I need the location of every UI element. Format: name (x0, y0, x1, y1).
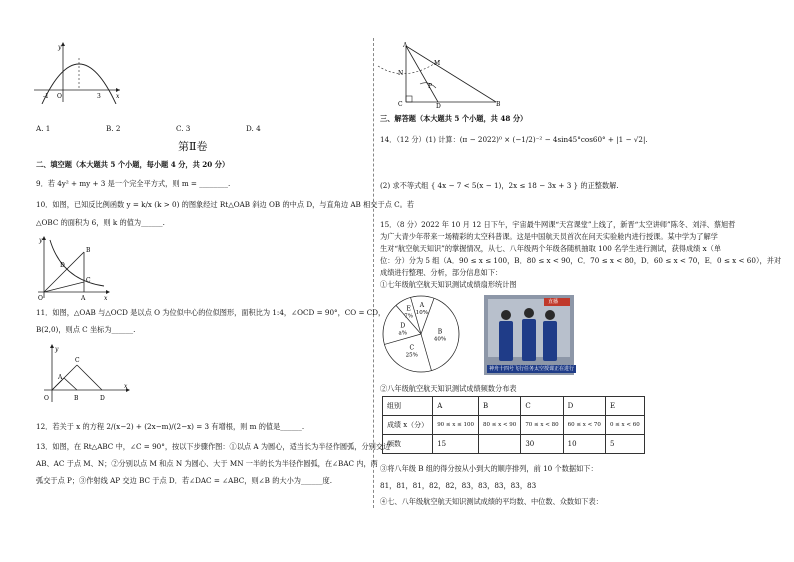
figure1-caption: ①七年级航空航天知识测试成绩扇形统计图 (380, 280, 517, 289)
graph2-o: O (38, 295, 43, 302)
question-15-line2: 为广大青少年带来一场精彩的太空科普课。这是中国航天员首次在问天实验舱内进行授课。某中学为了解学 (380, 232, 718, 241)
pie-slice-percent: a% (398, 330, 408, 337)
question-15-line3: 生对“航空航天知识”的掌握情况，从七、八年级两个年级各随机抽取 100 名学生进行测试，获得成绩 x（单 (380, 244, 722, 253)
graph3-b: B (74, 395, 79, 402)
axis-label-y: y (58, 44, 62, 51)
table-cell: C (521, 397, 563, 416)
origin-label: O (57, 93, 62, 100)
table-cell: 频数 (383, 435, 433, 454)
pie-slice-percent: 10% (415, 310, 429, 317)
graph2-y: y (39, 237, 43, 244)
axis-label-x: x (116, 93, 120, 100)
graph3-x: x (124, 383, 128, 390)
table-cell: 60 ≤ x < 70 (563, 416, 605, 435)
hyperbola-graph (36, 236, 112, 302)
option-c: C. 3 (176, 124, 191, 133)
question-13-line2: AB、AC 于点 M、N；②分别以点 M 和点 N 为圆心、大于 MN 一半的长为半径作圆弧，在∠BAC 内，两 (36, 459, 378, 468)
photo-live-badge: 直播 (548, 299, 559, 305)
pie-slice-percent: 40% (433, 336, 447, 343)
graph2-b: B (86, 247, 91, 254)
column-divider (373, 38, 374, 508)
graph3-d: D (100, 395, 105, 402)
question-11-line2: B(2,0)，则点 C 坐标为______. (36, 325, 136, 334)
question-11-line1: 11．如图，△OAB 与△OCD 是以点 O 为位似中心的位似图形，面积比为 1:4，∠OCD = 90°，CO = CD， (36, 308, 386, 317)
table-cell: 80 ≤ x < 90 (479, 416, 521, 435)
table-cell: A (433, 397, 479, 416)
part-title: 第Ⅱ卷 (178, 140, 208, 153)
graph2-d: D (60, 262, 65, 269)
table-cell: 组别 (383, 397, 433, 416)
question-14-part1: 14．（12 分）(1) 计算：(π − 2022)⁰ × (−1/2)⁻² − 4sin45°cos60° + |1 − √2|. (380, 135, 648, 144)
table-header-row (383, 397, 645, 416)
graph2-c: C (86, 277, 91, 284)
table-cell: E (605, 397, 644, 416)
section3-title: 三、解答题（本大题共 5 个小题，共 48 分） (380, 114, 528, 123)
pie-slice-label: E (406, 305, 411, 313)
graph3-o: O (44, 395, 49, 402)
question-15-line1: 15．（8 分）2022 年 10 月 12 日下午，宇宙最牛网课“天宫课堂”上线了，新晋“太空讲师”陈冬、刘洋、蔡旭哲 (380, 220, 736, 229)
triangle-construction (376, 40, 506, 108)
tri-m: M (434, 60, 441, 67)
question-15-line8: ④七、八年级航空航天知识测试成绩的平均数、中位数、众数如下表： (380, 497, 603, 506)
question-15-line6: ③将八年级 B 组的得分按从小到大的顺序排列，前 10 个数据如下： (380, 464, 598, 473)
table-cell: 70 ≤ x < 80 (521, 416, 563, 435)
pie-slice-label: B (437, 328, 443, 336)
option-d: D. 4 (246, 124, 261, 133)
similarity-graph (40, 344, 132, 406)
parabola-graph (34, 40, 124, 104)
graph3-c: C (75, 357, 80, 364)
tri-b: B (496, 101, 501, 108)
grade7-pie-chart (380, 293, 462, 375)
table-cell: D (563, 397, 605, 416)
table-cell (479, 435, 521, 454)
question-10-line2: △OBC 的面积为 6，则 k 的值为______. (36, 218, 165, 227)
table-row (383, 416, 645, 435)
table-cell: 0 ≤ x < 60 (605, 416, 644, 435)
table-cell: 成绩 x（分） (383, 416, 433, 435)
graph2-x: x (104, 295, 108, 302)
option-a: A. 1 (36, 124, 51, 133)
question-9: 9．若 4y² + my + 3 是一个完全平方式，则 m = ________. (36, 179, 231, 188)
astronaut-illustration (484, 295, 574, 375)
question-13-line1: 13．如图，在 Rt△ABC 中，∠C = 90°，按以下步骤作图：①以点 A 为圆心，适当长为半径作圆弧，分别交边 (36, 442, 391, 451)
section2-title: 二、填空题（本大题共 5 个小题，每小题 4 分，共 20 分） (36, 160, 230, 169)
option-b: B. 2 (106, 124, 121, 133)
table-cell: 15 (433, 435, 479, 454)
graph3-y: y (55, 346, 59, 353)
tick-label-3: 3 (97, 93, 101, 100)
graph2-a: A (81, 295, 86, 302)
figure2-caption: ②八年级航空航天知识测试成绩频数分布表 (380, 384, 517, 393)
table-cell: B (479, 397, 521, 416)
table-cell: 30 (521, 435, 563, 454)
table-cell: 90 ≤ x ≤ 100 (433, 416, 479, 435)
table-cell: 10 (563, 435, 605, 454)
tri-n: N (398, 70, 404, 77)
table-cell: 5 (605, 435, 644, 454)
tick-label-neg1: -1 (43, 93, 49, 100)
pie-slice-percent: 7% (404, 313, 414, 320)
pie-slice-percent: 25% (405, 352, 418, 359)
tri-d: D (436, 103, 441, 108)
question-15-line5: 成绩进行整理、分析，部分信息如下： (380, 268, 503, 277)
question-10-line1: 10．如图，已知反比例函数 y = k/x (k > 0) 的图象经过 Rt△OAB 斜边 OB 的中点 D，与直角边 AB 相交于点 C。若 (36, 200, 414, 209)
astronaut-photo (484, 295, 574, 375)
tri-p: P (428, 83, 433, 90)
question-15-line4: 位：分）分为 5 组（A．90 ≤ x ≤ 100，B．80 ≤ x < 90，C．70 ≤ x < 80，D．60 ≤ x < 70，E．0 ≤ x < 60），并对 (380, 256, 782, 265)
pie-slice-label: D (400, 322, 406, 330)
graph3-a: A (58, 374, 63, 381)
pie-slice-label: C (409, 344, 415, 352)
pie-slice-label: A (419, 302, 425, 310)
question-15-line7: 81，81，81，82，82，83，83，83，83，83 (380, 481, 537, 490)
tri-a: A (403, 42, 408, 49)
table-row (383, 435, 645, 454)
question-12: 12．若关于 x 的方程 2/(x−2) + (2x−m)/(2−x) = 3 有增根，则 m 的值是______. (36, 422, 305, 431)
question-14-part2: (2) 求不等式组 { 4x − 7 < 5(x − 1)，2x ≤ 18 − 3x + 3 } 的正整数解. (380, 181, 619, 190)
question-13-line3: 弧交于点 P；③作射线 AP 交边 BC 于点 D．若∠DAC = ∠ABC，则∠B 的大小为______度. (36, 476, 333, 485)
grade8-frequency-table (382, 396, 645, 454)
tri-c: C (398, 101, 403, 108)
photo-caption: 神舟十四号飞行任务太空授课正在进行 (489, 366, 575, 372)
